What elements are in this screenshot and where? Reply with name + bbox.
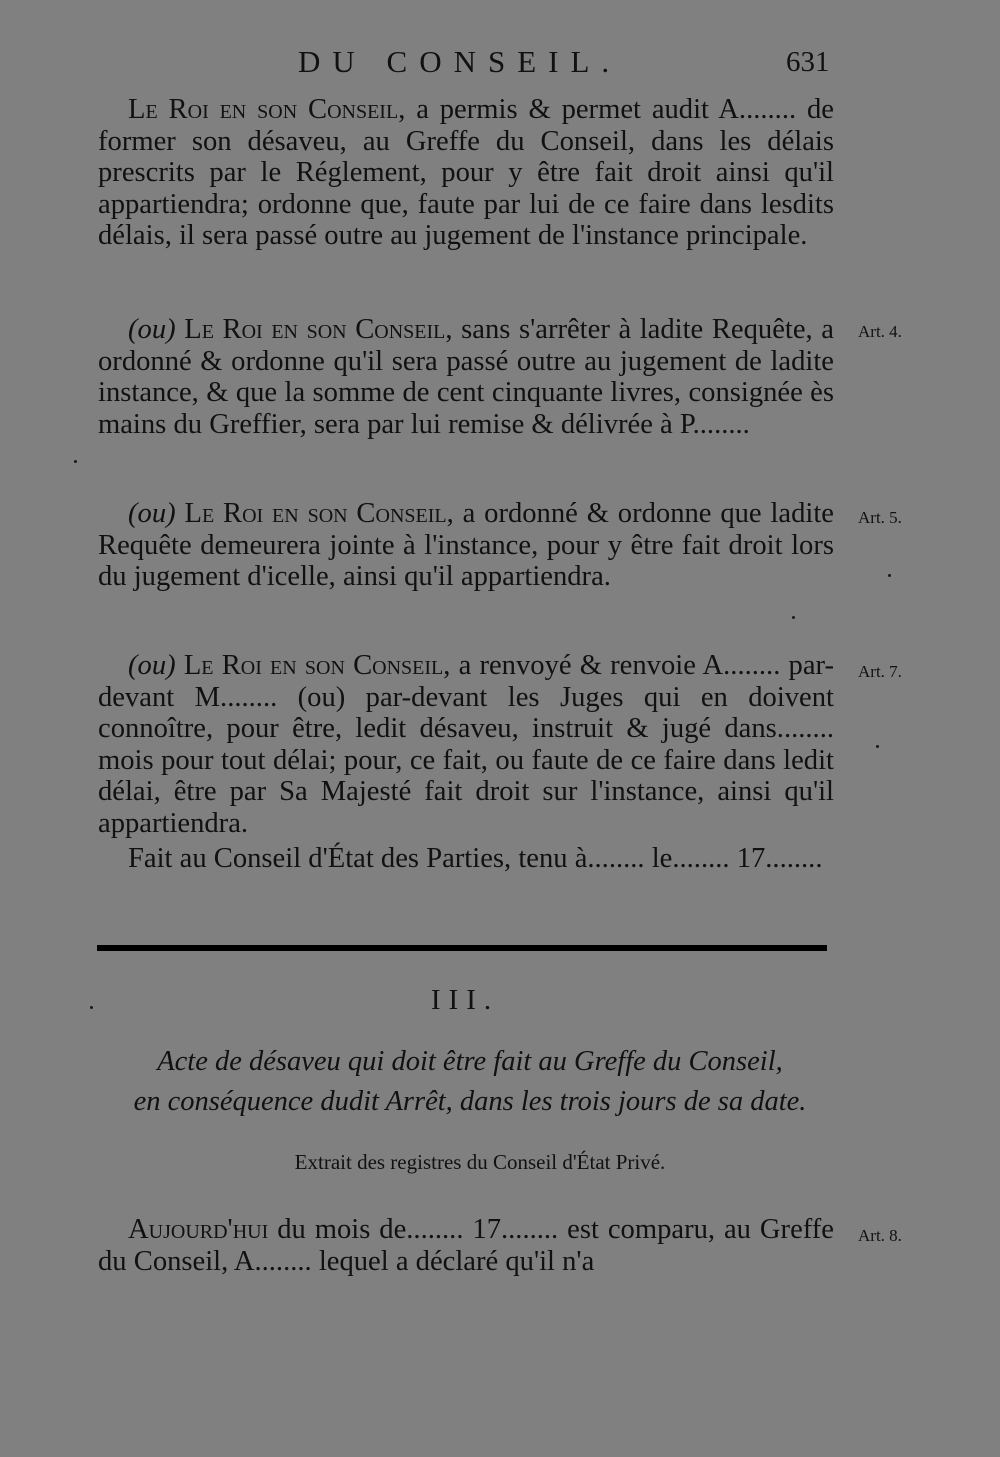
section-title-line-2: en conséquence dudit Arrêt, dans les trois jours de sa date. <box>133 1086 807 1117</box>
margin-note-art-7: Art. 7. <box>858 662 902 681</box>
paragraph-2-prefix: (ou) <box>128 314 185 345</box>
print-speck <box>74 460 77 463</box>
margin-note-art-8: Art. 8. <box>858 1226 902 1245</box>
section-title-line-1: Acte de désaveu qui doit être fait au Greffe du Conseil, <box>157 1046 783 1077</box>
paragraph-4-prefix: (ou) <box>128 650 184 681</box>
paragraph-3-prefix: (ou) <box>128 498 185 529</box>
page-number: 631 <box>786 46 830 78</box>
margin-note-art-4: Art. 4. <box>858 322 902 341</box>
paragraph-2-text: , sans s'arrêter à ladite Requête, a ordonné & ordonne qu'il sera passé outre au jugement de ladite instance, & que la somme de cent cinquante livres, consignée ès mains du Greffier, sera par lui remise & délivrée à P........ <box>98 314 834 440</box>
paragraph-2-lead: Le Roi en son Conseil <box>184 314 446 345</box>
paragraph-4 <box>98 650 834 840</box>
paragraph-1-lead: Le Roi en son Conseil <box>128 94 399 125</box>
section-title <box>90 1042 850 1122</box>
extract-heading: Extrait des registres du Conseil d'État Privé. <box>294 1150 666 1174</box>
section-rule <box>97 945 827 951</box>
print-speck <box>90 1006 93 1009</box>
paragraph-5 <box>98 843 834 875</box>
paragraph-1 <box>98 94 834 252</box>
print-speck <box>888 574 891 577</box>
final-paragraph-lead: Aujourd'hui <box>128 1214 269 1245</box>
paragraph-2 <box>98 314 834 440</box>
print-speck <box>876 745 879 748</box>
print-speck <box>792 616 795 619</box>
section-number: III. <box>430 984 500 1016</box>
margin-note-art-5: Art. 5. <box>858 508 902 527</box>
paragraph-3 <box>98 498 834 593</box>
paragraph-3-text: , a ordonné & ordonne que ladite Requête demeurera jointe à l'instance, pour y être fait droit lors du jugement d'icelle, ainsi qu'il appartiendra. <box>98 498 834 593</box>
running-title: DU CONSEIL. <box>298 44 622 79</box>
paragraph-1-text: , a permis & permet audit A........ de former son désaveu, au Greffe du Conseil, dans les délais prescrits par le Réglement, pour y être fait droit ainsi qu'il appartiendra; ordonne que, faute par lui de ce faire dans lesdits délais, il sera passé outre au jugement de l'instance principale. <box>98 94 834 252</box>
final-paragraph <box>98 1214 834 1277</box>
final-paragraph-text: du mois de........ 17........ est comparu, au Greffe du Conseil, A........ lequel a déclaré qu'il n'a <box>98 1214 834 1277</box>
paragraph-3-lead: Le Roi en son Conseil <box>184 498 447 529</box>
paragraph-4-text: , a renvoyé & renvoie A........ par-devant M........ (ou) par-devant les Juges qui en doivent connoître, pour être, ledit désaveu, instruit & jugé dans........ mois pour tout délai; pour, ce fait, ou faute de ce faire dans ledit délai, être par Sa Majesté fait droit sur l'instance, ainsi qu'il appartiendra. <box>98 650 834 839</box>
paragraph-4-lead: Le Roi en son Conseil <box>183 650 444 681</box>
paragraph-5-text: Fait au Conseil d'État des Parties, tenu à........ le........ 17........ <box>128 843 823 874</box>
